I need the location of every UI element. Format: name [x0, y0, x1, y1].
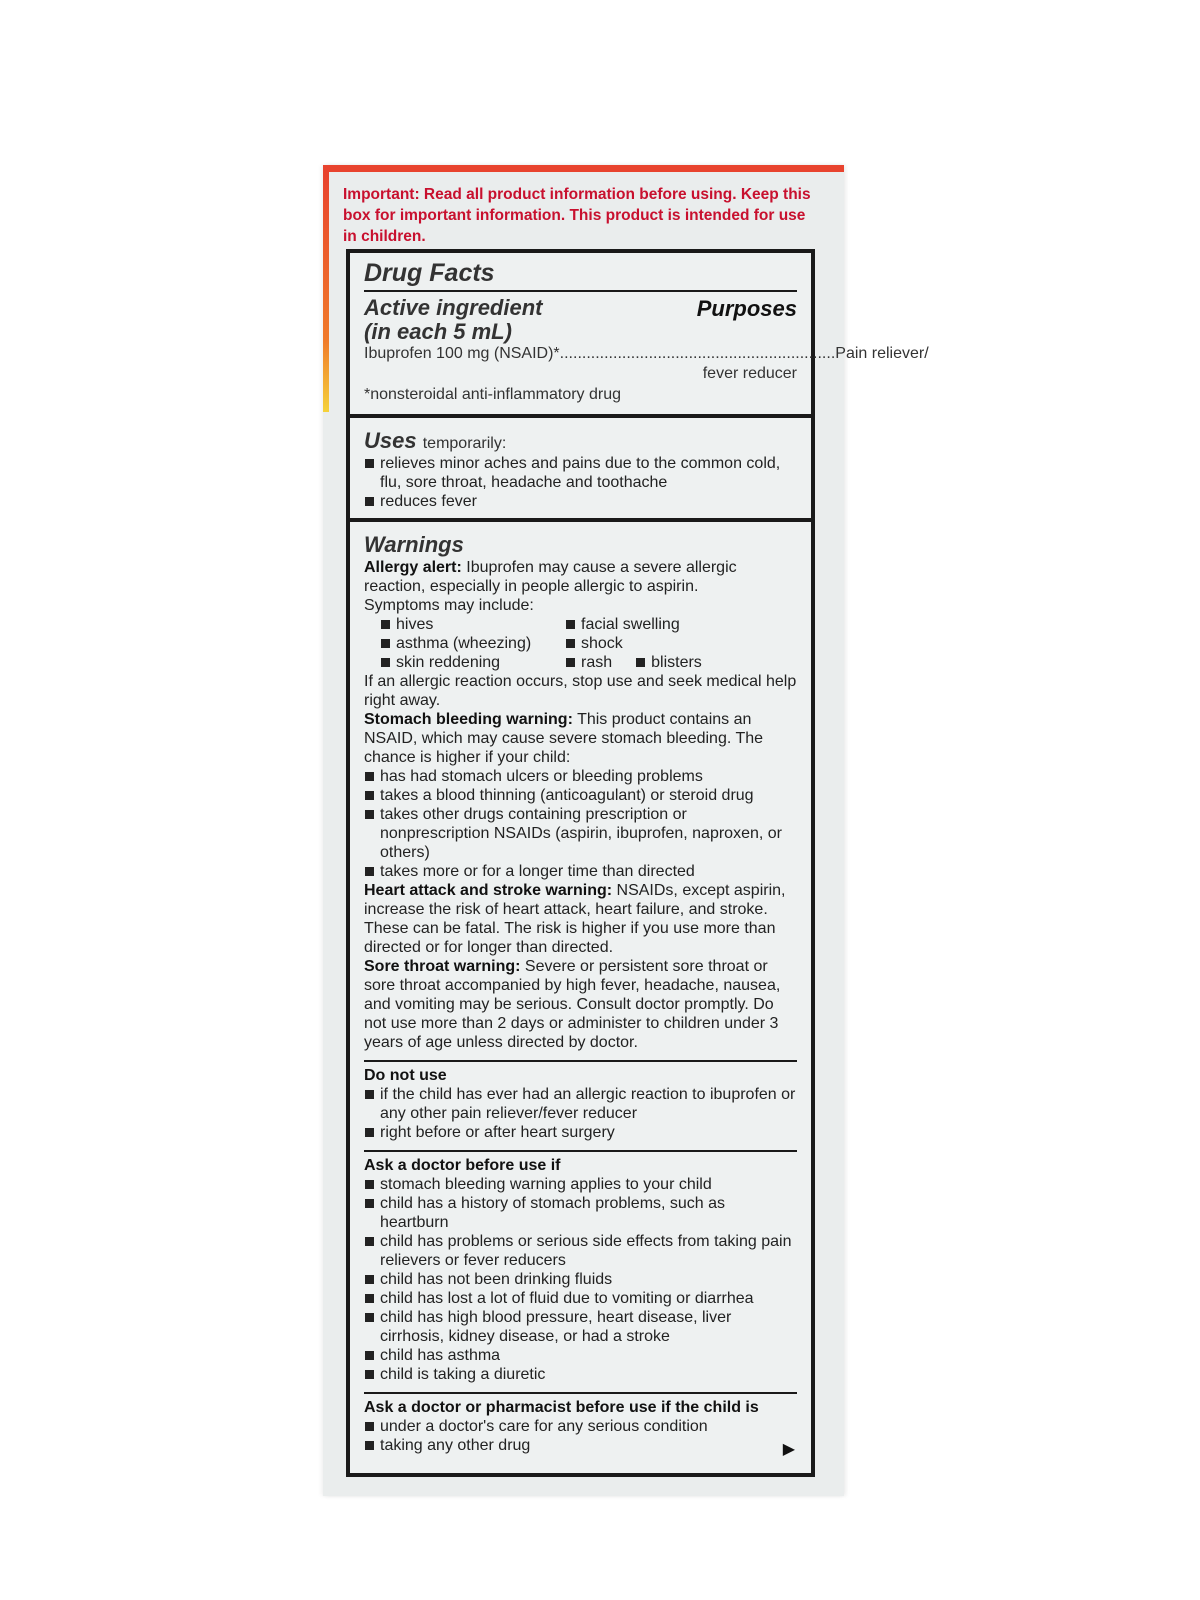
nsaid-footnote: *nonsteroidal anti-inflammatory drug [364, 386, 622, 403]
allergy-alert: Allergy alert: Ibuprofen may cause a severe allergic reaction, especially in people allergic to aspirin. [364, 559, 737, 595]
bullet-square-icon [365, 1441, 374, 1450]
box-edge-accent [323, 172, 329, 412]
bullet-square-icon [566, 639, 575, 648]
bullet-square-icon [365, 791, 374, 800]
bullet-square-icon [365, 1351, 374, 1360]
heart-stroke-warning: Heart attack and stroke warning: NSAIDs, except aspirin, increase the risk of heart attack, heart failure, and stroke. These can be fatal. The risk is higher if you use more than directed or for longer than directed. [364, 882, 786, 956]
stomach-item: takes other drugs containing prescription or nonprescription NSAIDs (aspirin, ibuprofen, naproxen, or others) [364, 805, 797, 862]
ask-doctor-item: child has high blood pressure, heart disease, liver cirrhosis, kidney disease, or had a stroke [364, 1308, 797, 1346]
active-ingredient-section [350, 253, 929, 418]
ingredient-row [364, 344, 929, 364]
stomach-bleeding-warning: Stomach bleeding warning: This product contains an NSAID, which may cause severe stomach bleeding. The chance is higher if your child: [364, 711, 764, 766]
bullet-square-icon [636, 658, 645, 667]
symptom-item: hives [380, 615, 565, 634]
stomach-item: takes more or for a longer time than directed [364, 862, 797, 881]
ask-doctor-item: child has lost a lot of fluid due to vomiting or diarrhea [364, 1289, 797, 1308]
leader-dots: .............................................................. [559, 345, 836, 362]
ask-doctor-item: child is taking a diuretic [364, 1365, 797, 1384]
bullet-square-icon [365, 867, 374, 876]
bullet-square-icon [365, 1422, 374, 1431]
symptom-item: asthma (wheezing) [380, 634, 565, 653]
do-not-use-item: if the child has ever had an allergic reaction to ibuprofen or any other pain reliever/fever reducer [364, 1085, 797, 1123]
uses-item: relieves minor aches and pains due to the common cold, flu, sore throat, headache and toothache [364, 454, 797, 492]
symptom-item: shock [565, 634, 797, 653]
purposes-heading: Purposes [696, 296, 797, 321]
symptom-item: skin reddening [380, 653, 565, 672]
bullet-square-icon [365, 1237, 374, 1246]
continue-arrow-icon: ▶ [782, 1441, 795, 1458]
uses-section [350, 418, 811, 522]
purpose-line-1: Pain reliever/ [835, 345, 929, 362]
ask-doctor-item: stomach bleeding warning applies to your child [364, 1175, 797, 1194]
divider [364, 1150, 797, 1152]
do-not-use-item: right before or after heart surgery [364, 1123, 797, 1142]
bullet-square-icon [381, 620, 390, 629]
bullet-square-icon [365, 810, 374, 819]
bullet-square-icon [365, 1090, 374, 1099]
allergy-after: If an allergic reaction occurs, stop use and seek medical help right away. [364, 673, 797, 709]
bullet-square-icon [365, 1294, 374, 1303]
bullet-square-icon [381, 658, 390, 667]
ask-doctor-item: child has asthma [364, 1346, 797, 1365]
symptom-item: facial swelling [565, 615, 797, 634]
bullet-square-icon [566, 620, 575, 629]
bullet-square-icon [365, 1199, 374, 1208]
do-not-use-heading: Do not use [364, 1067, 447, 1084]
drug-facts-panel [346, 249, 929, 1477]
bullet-square-icon [365, 497, 374, 506]
stomach-item: has had stomach ulcers or bleeding problems [364, 767, 797, 786]
warnings-heading: Warnings [364, 532, 464, 557]
bullet-square-icon [365, 459, 374, 468]
bullet-square-icon [365, 1128, 374, 1137]
symptoms-intro: Symptoms may include: [364, 597, 534, 614]
ask-doctor-item: child has not been drinking fluids [364, 1270, 797, 1289]
bullet-square-icon [365, 1313, 374, 1322]
purpose-line-2: fever reducer [702, 364, 797, 382]
divider [364, 1392, 797, 1394]
bullet-square-icon [365, 1180, 374, 1189]
warnings-section [350, 522, 811, 1473]
bullet-square-icon [566, 658, 575, 667]
symptoms-grid [364, 615, 797, 672]
ask-doctor-item: child has a history of stomach problems, such as heartburn [364, 1194, 797, 1232]
uses-heading: Uses [364, 428, 417, 453]
ask-pharmacist-item: under a doctor's care for any serious condition [364, 1417, 797, 1436]
drug-facts-title: Drug Facts [364, 259, 797, 292]
important-notice: Important: Read all product information before using. Keep this box for important information. This product is intended for use in children. [343, 186, 811, 245]
active-ingredient-sub: (in each 5 mL) [364, 319, 512, 344]
bullet-square-icon [365, 772, 374, 781]
symptom-item: blisters [651, 654, 702, 671]
uses-item: reduces fever [364, 492, 797, 511]
bullet-square-icon [381, 639, 390, 648]
divider [364, 1060, 797, 1062]
active-ingredient-heading: Active ingredient [364, 295, 543, 320]
stomach-item: takes a blood thinning (anticoagulant) or steroid drug [364, 786, 797, 805]
uses-sub: temporarily: [422, 435, 507, 452]
bullet-square-icon [365, 1370, 374, 1379]
symptom-item: rash [581, 654, 613, 671]
ask-doctor-item: child has problems or serious side effects from taking pain relievers or fever reducers [364, 1232, 797, 1270]
ask-pharmacist-item: taking any other drug [364, 1436, 797, 1455]
ask-pharmacist-heading: Ask a doctor or pharmacist before use if the child is [364, 1399, 759, 1416]
ingredient-name: Ibuprofen 100 mg (NSAID)* [364, 345, 560, 362]
ask-doctor-heading: Ask a doctor before use if [364, 1157, 561, 1174]
sore-throat-warning: Sore throat warning: Severe or persistent sore throat or sore throat accompanied by high fever, headache, nausea, and vomiting may be serious. Consult doctor promptly. Do not use more than 2 days or administer to children under 3 years of age unless directed by doctor. [364, 958, 781, 1051]
bullet-square-icon [365, 1275, 374, 1284]
